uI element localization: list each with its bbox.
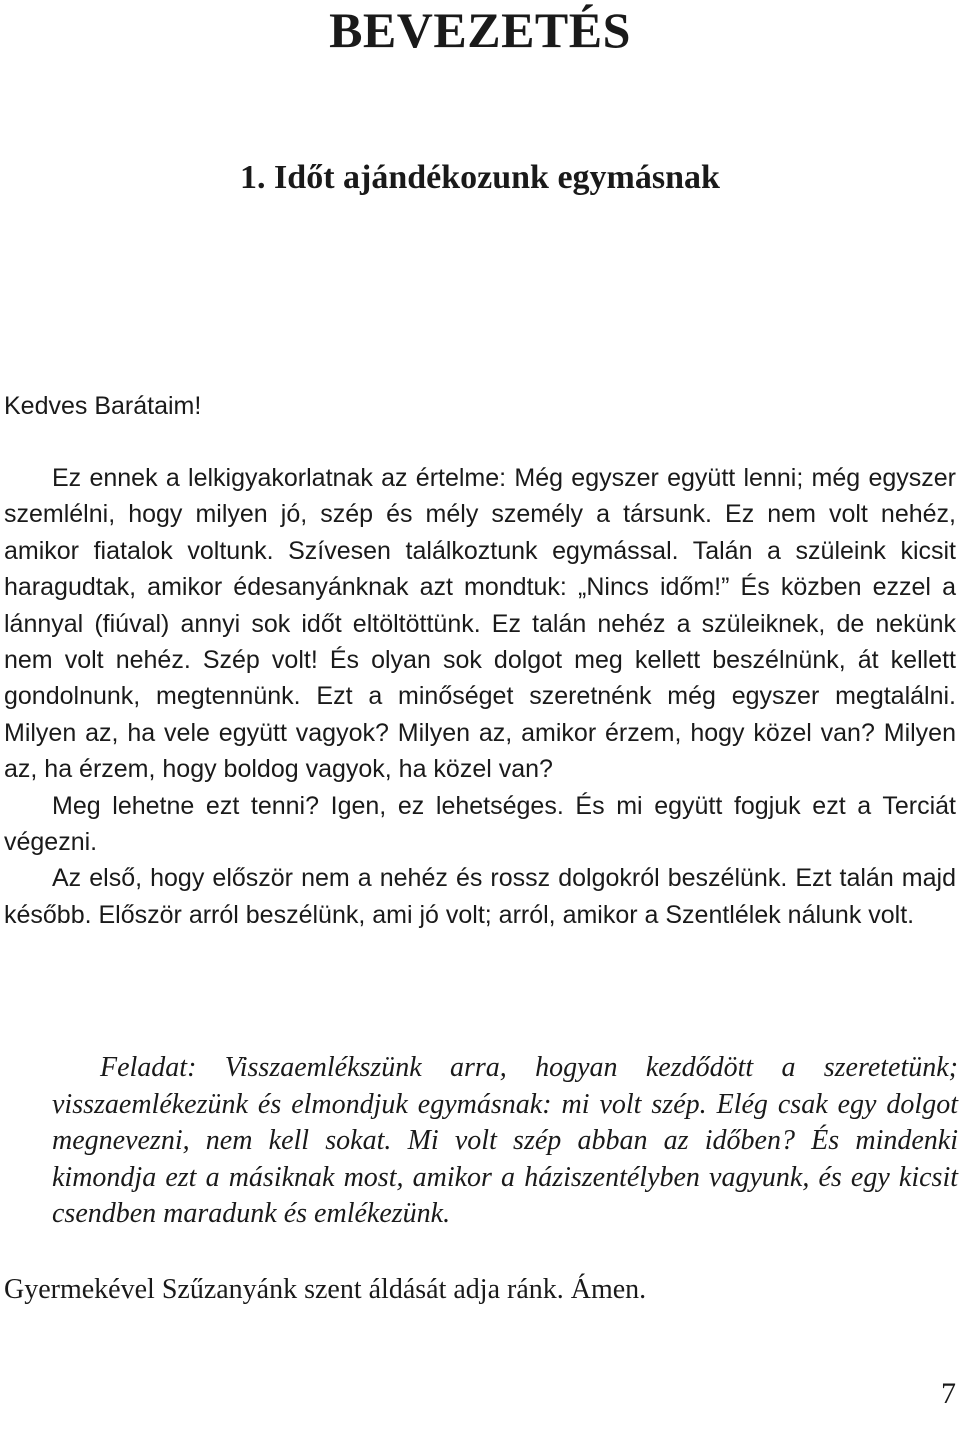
blessing: Gyermekével Szűzanyánk szent áldását adja ránk. Ámen. — [4, 1274, 647, 1305]
paragraph: Meg lehetne ezt tenni? Igen, ez lehetséges. És mi együtt fogjuk ezt a Terciát végezni. — [4, 791, 956, 857]
main-text — [4, 460, 956, 933]
task-paragraph: Feladat: Visszaemlékszünk arra, hogyan kezdődött a szeretetünk; visszaemlékezünk és elmondjuk egymásnak: mi volt szép. Elég csak egy dolgot megnevezni, nem kell sokat. Mi volt szép abban az időben? És mindenki kimondja ezt a másiknak most, amikor a háziszentélyben vagyunk, és egy kicsit csendben maradunk és emlékezünk. — [52, 1052, 958, 1230]
greeting: Kedves Barátaim! — [4, 392, 202, 420]
paragraph: Ez ennek a lelkigyakorlatnak az értelme: Még egyszer együtt lenni; még egyszer szemlélni, hogy milyen jó, szép és mély személy a társunk. Ez nem volt nehéz, amikor fiatalok voltunk. Szívesen találkoztunk egymással. Talán a szüleink kicsit haragudtak, amikor édesanyánknak azt mondtuk: „Nincs időm!” És közben ezzel a lánnyal (fiúval) annyi sok időt eltöltöttünk. Ez talán nehéz a szüleiknek, de nekünk nem volt nehéz. Szép volt! És olyan sok dolgot meg kellett beszélnünk, át kellett gondolnunk, megtennünk. Ezt a minőséget szeretnénk még egyszer megtalálni. Milyen az, ha vele együtt vagyok? Milyen az, amikor érzem, hogy közel van? Milyen az, ha érzem, hogy boldog vagyok, ha közel van? — [4, 464, 956, 784]
chapter-title: BEVEZETÉS — [329, 2, 631, 58]
section-title: 1. Időt ajándékozunk egymásnak — [240, 159, 720, 196]
page-number: 7 — [941, 1377, 956, 1410]
paragraph: Az első, hogy először nem a nehéz és rossz dolgokról beszélünk. Ezt talán majd később. Először arról beszélünk, ami jó volt; arról, amikor a Szentlélek nálunk volt. — [4, 864, 956, 929]
